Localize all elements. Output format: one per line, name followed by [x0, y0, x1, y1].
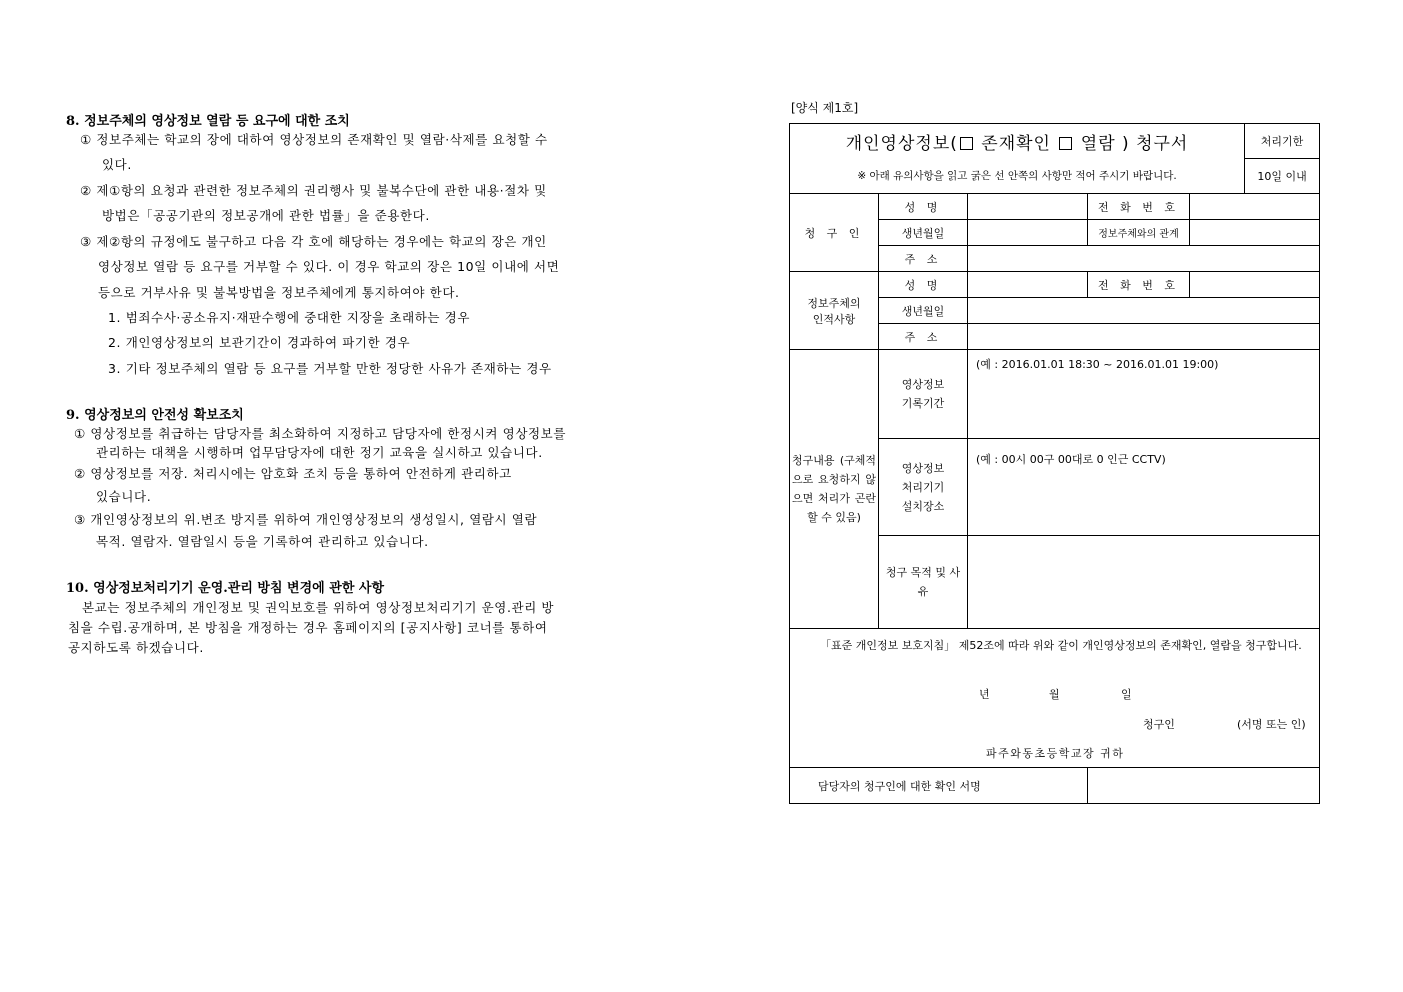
section-9-title: 9. 영상정보의 안전성 확보조치 [66, 408, 244, 423]
sec8-p1a: ① 정보주체는 학교의 장에 대하여 영상정보의 존재확인 및 열람·삭제를 요청할 수 [80, 132, 548, 147]
staff-confirm-field[interactable] [1088, 768, 1320, 804]
requester-birth-label: 생년월일 [879, 220, 968, 246]
period-label: 영상정보 기록기간 [879, 350, 968, 439]
sec9-p3b: 목적. 열람자. 열람일시 등을 기록하여 관리하고 있습니다. [96, 534, 429, 549]
request-content-label: 청구내용 (구체적으로 요청하지 않으면 처리가 곤란할 수 있음) [790, 350, 879, 629]
subject-info-label: 정보주체의 인적사항 [790, 272, 879, 350]
requester-address-field[interactable] [968, 246, 1320, 272]
form-number-label: [양식 제1호] [791, 101, 859, 115]
subject-phone-label: 전 화 번 호 [1088, 272, 1190, 298]
requester-label: 청 구 인 [790, 194, 879, 272]
requester-phone-label: 전 화 번 호 [1088, 194, 1190, 220]
sec10-l3: 공지하도록 하겠습니다. [68, 640, 204, 655]
sec8-p3a: ③ 제②항의 규정에도 불구하고 다음 각 호에 해당하는 경우에는 학교의 장은 개인 [80, 234, 547, 249]
sec8-p3b: 영상정보 열람 등 요구를 거부할 수 있다. 이 경우 학교의 장은 10일 이내에 서면 [98, 259, 560, 274]
requester-sign-label: 청구인 [1143, 718, 1175, 731]
subject-address-field[interactable] [968, 324, 1320, 350]
location-label: 영상정보 처리기기 설치장소 [879, 439, 968, 536]
location-field[interactable]: (예 : 00시 00구 00대로 0 인근 CCTV) [968, 439, 1320, 536]
relation-label: 정보주체와의 관계 [1088, 220, 1190, 246]
requester-address-label: 주 소 [879, 246, 968, 272]
section-8-title: 8. 정보주체의 영상정보 열람 등 요구에 대한 조치 [66, 114, 350, 129]
declaration-text: 「표준 개인정보 보호지침」 제52조에 따라 위와 같이 개인영상정보의 존재확인, 열람을 청구합니다. [820, 639, 1302, 652]
purpose-label: 청구 목적 및 사유 [879, 536, 968, 629]
addressee: 파주와동초등학교장 귀하 [986, 747, 1125, 760]
subject-phone-field[interactable] [1190, 272, 1320, 298]
processing-deadline-label: 처리기한 [1245, 124, 1320, 159]
form-notice: ※ 아래 유의사항을 읽고 굵은 선 안쪽의 사항만 적어 주시기 바랍니다. [790, 159, 1245, 194]
sec9-p2a: ② 영상정보를 저장. 처리시에는 암호화 조치 등을 통하여 안전하게 관리하고 [74, 466, 512, 481]
relation-field[interactable] [1190, 220, 1320, 246]
sec10-l2: 침을 수립.공개하며, 본 방침을 개정하는 경우 홈페이지의 [공지사항] 코너를 통하여 [68, 620, 548, 635]
sec9-p2b: 있습니다. [96, 489, 152, 504]
sec8-item3: 3. 기타 정보주체의 열람 등 요구를 거부할 만한 정당한 사유가 존재하는 경우 [108, 361, 552, 376]
subject-name-field[interactable] [968, 272, 1088, 298]
sec9-p3a: ③ 개인영상정보의 위.변조 방지를 위하여 개인영상정보의 생성일시, 열람시 열람 [74, 512, 538, 527]
month-label: 월 [1049, 688, 1060, 701]
subject-birth-field[interactable] [968, 298, 1320, 324]
subject-name-label: 성 명 [879, 272, 968, 298]
day-label: 일 [1121, 688, 1132, 701]
requester-name-label: 성 명 [879, 194, 968, 220]
sign-note: (서명 또는 인) [1237, 718, 1306, 731]
declaration-block [790, 629, 1320, 768]
purpose-field[interactable] [968, 536, 1320, 629]
sec8-p2b: 방법은「공공기관의 정보공개에 관한 법률」을 준용한다. [102, 208, 430, 223]
processing-deadline-value: 10일 이내 [1245, 159, 1320, 194]
sec8-item1: 1. 범죄수사·공소유지·재판수행에 중대한 지장을 초래하는 경우 [108, 310, 471, 325]
form-title: 개인영상정보( 존재확인 열람 ) 청구서 [790, 124, 1245, 159]
staff-confirm-label: 담당자의 청구인에 대한 확인 서명 [790, 768, 1088, 804]
section-10-title: 10. 영상정보처리기기 운영.관리 방침 변경에 관한 사항 [66, 581, 385, 596]
sec10-l1: 본교는 정보주체의 개인정보 및 권익보호를 위하여 영상정보처리기기 운영.관리 방 [82, 600, 555, 615]
sec8-item2: 2. 개인영상정보의 보관기간이 경과하여 파기한 경우 [108, 335, 411, 350]
sec8-p2a: ② 제①항의 요청과 관련한 정보주체의 권리행사 및 불복수단에 관한 내용·절차 및 [80, 183, 547, 198]
requester-birth-field[interactable] [968, 220, 1088, 246]
sec9-p1a: ① 영상정보를 취급하는 담당자를 최소화하여 지정하고 담당자에 한정시켜 영상정보를 [74, 426, 567, 441]
sec8-p3c: 등으로 거부사유 및 불복방법을 정보주체에게 통지하여야 한다. [98, 285, 460, 300]
year-label: 년 [979, 688, 990, 701]
sec9-p1b: 관리하는 대책을 시행하며 업무담당자에 대한 정기 교육을 실시하고 있습니다. [96, 445, 543, 460]
sec8-p1b: 있다. [102, 157, 132, 172]
subject-address-label: 주 소 [879, 324, 968, 350]
requester-phone-field[interactable] [1190, 194, 1320, 220]
view-check-checkbox[interactable] [1059, 137, 1072, 150]
period-field[interactable]: (예 : 2016.01.01 18:30 ~ 2016.01.01 19:00) [968, 350, 1320, 439]
requester-name-field[interactable] [968, 194, 1088, 220]
exist-check-checkbox[interactable] [960, 137, 973, 150]
subject-birth-label: 생년월일 [879, 298, 968, 324]
request-form [789, 123, 1320, 804]
